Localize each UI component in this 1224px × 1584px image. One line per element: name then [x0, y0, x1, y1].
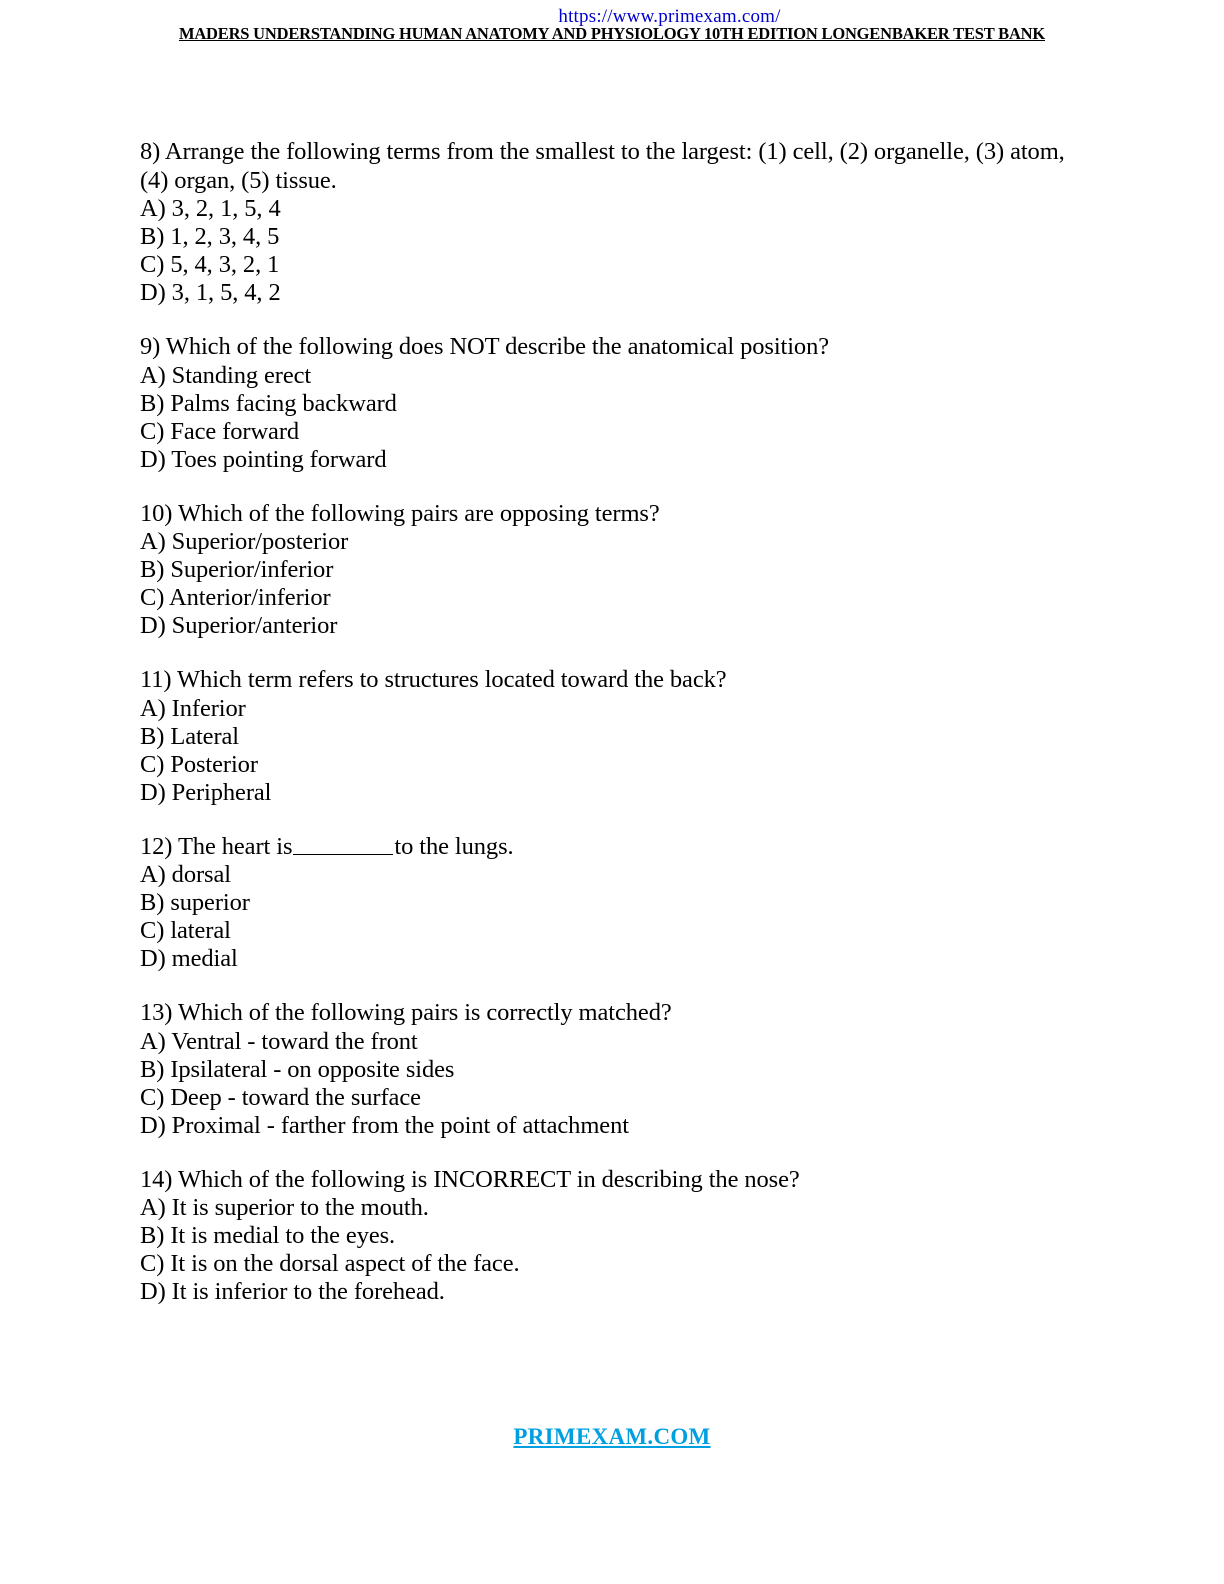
page-footer — [0, 1424, 1224, 1450]
question-13-option-a[interactable]: A) Ventral - toward the front — [140, 1027, 418, 1055]
question-8-option-a[interactable]: A) 3, 2, 1, 5, 4 — [140, 195, 281, 222]
question-9-option-b[interactable]: B) Palms facing backward — [140, 389, 397, 417]
question-12-option-b[interactable]: B) superior — [140, 889, 250, 916]
question-12-option-d[interactable]: D) medial — [140, 945, 238, 972]
fill-in-blank — [293, 838, 393, 855]
question-block-14 — [140, 1166, 1100, 1307]
header-source-url-text[interactable]: https://www.primexam.com/ — [558, 6, 781, 27]
question-12-text — [140, 833, 1100, 862]
question-14-text: 14) Which of the following is INCORRECT in describing the nose? — [140, 1165, 800, 1193]
question-14-option-c[interactable]: C) It is on the dorsal aspect of the face. — [140, 1250, 520, 1277]
question-block-12 — [140, 833, 1100, 974]
question-8-option-b[interactable]: B) 1, 2, 3, 4, 5 — [140, 223, 280, 250]
question-13-option-d[interactable]: D) Proximal - farther from the point of attachment — [140, 1111, 629, 1139]
question-block-11 — [140, 666, 1100, 807]
question-13-option-b[interactable]: B) Ipsilateral - on opposite sides — [140, 1055, 455, 1083]
question-12-option-a[interactable]: A) dorsal — [140, 861, 231, 888]
question-14-option-a[interactable]: A) It is superior to the mouth. — [140, 1194, 429, 1221]
question-8-option-d[interactable]: D) 3, 1, 5, 4, 2 — [140, 279, 281, 306]
footer-site-link[interactable]: PRIMEXAM.COM — [513, 1424, 711, 1449]
question-10-text: 10) Which of the following pairs are opposing terms? — [140, 499, 660, 527]
question-block-13 — [140, 999, 1100, 1140]
question-14-option-b[interactable]: B) It is medial to the eyes. — [140, 1222, 396, 1249]
question-12-text-after-blank: to the lungs. — [394, 832, 514, 860]
question-9-option-d[interactable]: D) Toes pointing forward — [140, 445, 387, 473]
question-11-option-d[interactable]: D) Peripheral — [140, 778, 272, 806]
question-9-text: 9) Which of the following does NOT describe the anatomical position? — [140, 333, 830, 360]
question-11-text: 11) Which term refers to structures located toward the back? — [140, 666, 727, 693]
question-block-8 — [140, 138, 1100, 307]
question-8-text-line-2: (4) organ, (5) tissue. — [140, 166, 337, 194]
question-10-option-c[interactable]: C) Anterior/inferior — [140, 584, 331, 611]
question-block-10 — [140, 500, 1100, 641]
question-11-option-b[interactable]: B) Lateral — [140, 722, 239, 750]
question-13-option-c[interactable]: C) Deep - toward the surface — [140, 1083, 421, 1111]
question-10-option-a[interactable]: A) Superior/posterior — [140, 528, 349, 555]
document-header-title: MADERS UNDERSTANDING HUMAN ANATOMY AND PHYSIOLOGY 10TH EDITION LONGENBAKER TEST BANK — [178, 24, 1046, 43]
question-9-option-a[interactable]: A) Standing erect — [140, 361, 312, 389]
question-13-text: 13) Which of the following pairs is correctly matched? — [140, 999, 672, 1026]
question-12-text-before-blank: 12) The heart is — [140, 832, 293, 860]
questions-container — [140, 138, 1100, 1332]
question-12-option-c[interactable]: C) lateral — [140, 917, 231, 944]
question-8-option-c[interactable]: C) 5, 4, 3, 2, 1 — [140, 251, 280, 278]
question-10-option-d[interactable]: D) Superior/anterior — [140, 612, 338, 639]
question-11-option-a[interactable]: A) Inferior — [140, 694, 246, 722]
question-14-option-d[interactable]: D) It is inferior to the forehead. — [140, 1278, 445, 1305]
question-block-9 — [140, 333, 1100, 474]
question-11-option-c[interactable]: C) Posterior — [140, 750, 258, 778]
question-9-option-c[interactable]: C) Face forward — [140, 417, 300, 445]
question-8-text-line-1: 8) Arrange the following terms from the smallest to the largest: (1) cell, (2) organelle, (3) atom, — [140, 138, 1065, 165]
question-10-option-b[interactable]: B) Superior/inferior — [140, 556, 334, 583]
